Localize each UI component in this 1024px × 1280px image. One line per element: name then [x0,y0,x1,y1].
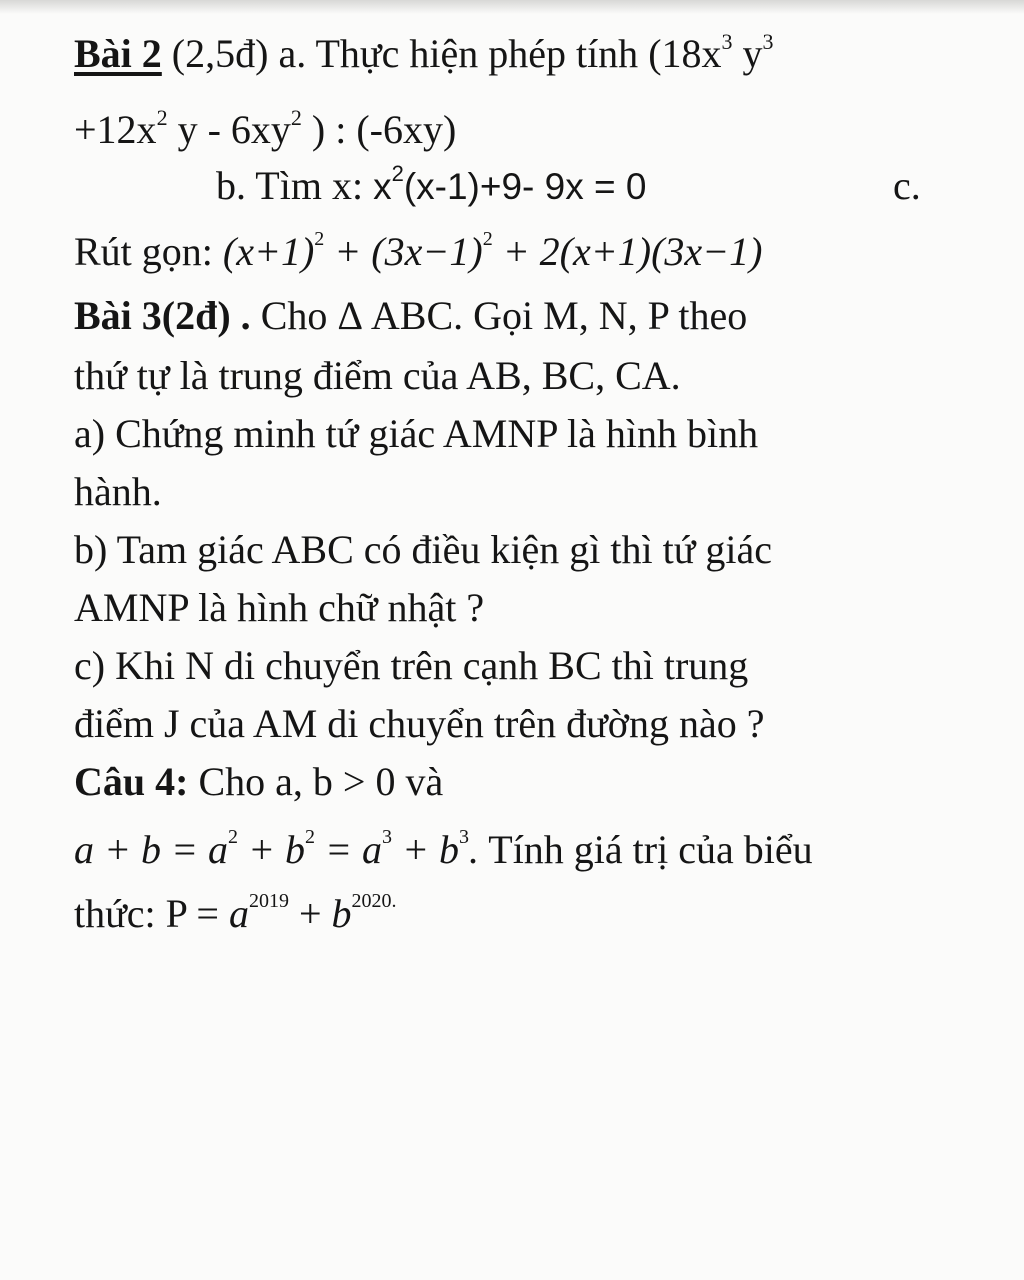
bai2-line-3 [216,162,646,211]
cau4-eq2: + b [237,827,305,872]
cau4-title: Câu 4: [74,759,189,804]
cau4-line-3 [74,890,397,938]
bai3-b-1: b) Tam giác ABC có điều kiện gì thì tứ giác [74,527,773,572]
bai2-b-exp: 2 [391,161,404,186]
bai2-exp-3: 3 [721,29,733,54]
cau4-tail: Tính giá trị của biểu [478,827,813,872]
bai2-b-expr-x: x [373,166,392,207]
bai2-c-text: Rút gọn: [74,229,223,274]
cau4-eq-e1: 2 [227,826,238,848]
bai2-exp-2b: 2 [290,105,302,130]
top-shadow-strip [0,0,1024,14]
cau4-line-2 [74,826,813,874]
bai3-a-1: a) Chứng minh tứ giác AMNP là hình bình [74,411,759,456]
cau4-intro: Cho a, b > 0 và [188,759,444,804]
bai2-expr-a5: ) : (-6xy) [301,107,457,152]
bai2-expr-a1: (18x [648,31,722,76]
cau4-line-1 [74,758,443,806]
bai2-title: Bài 2 [74,31,162,76]
cau4-eq-e4: 3 [458,826,469,848]
bai3-title: Bài 3(2đ) . [74,293,251,338]
cau4-p-b: b [331,891,352,936]
bai2-expr-a3: +12x [74,107,157,152]
bai2-c-exp1: 2 [314,228,325,250]
bai2-exp-2: 2 [156,105,168,130]
bai2-c-exp2: 2 [482,228,493,250]
bai3-line-1 [74,292,747,340]
bai3-intro-1: Cho Δ ABC. Gọi M, N, P theo [250,293,748,338]
cau4-p-e1: 2019 [248,890,289,912]
cau4-eq1: a + b = a [74,827,228,872]
bai2-b-label: b. Tìm x: [216,163,374,208]
bai2-line-2 [74,106,456,154]
bai2-b-expr-rest: (x-1)+9- 9x = 0 [403,166,647,207]
bai2-c-expr2: + (3x−1) [324,229,483,274]
cau4-p-plus: + [288,891,332,936]
cau4-p-e2: 2020. [351,890,397,912]
cau4-eq5: . [468,827,479,872]
bai2-c-expr1: (x+1) [222,229,315,274]
cau4-p-a: a [228,891,249,936]
bai3-a-2: hành. [74,469,162,514]
bai2-line-4 [74,228,762,276]
bai2-c-label: c. [893,163,921,208]
bai2-points: (2,5đ) a. Thực hiện phép tính [161,31,649,76]
bai2-c-expr3: + 2(x+1)(3x−1) [492,229,763,274]
cau4-eq3: = a [314,827,382,872]
bai3-c-2: điểm J của AM di chuyển trên đường nào ? [74,701,765,746]
cau4-p-label: thức: P = [74,891,229,936]
bai3-b-2: AMNP là hình chữ nhật ? [74,585,485,630]
bai2-b-expr [373,161,647,207]
cau4-eq-e2: 2 [304,826,315,848]
bai2-exp-3b: 3 [762,29,774,54]
cau4-eq-e3: 3 [381,826,392,848]
cau4-eq4: + b [391,827,459,872]
bai2-expr-a2: y [732,31,763,76]
bai2-expr-a4: y - 6xy [167,107,291,152]
bai2-line-1 [74,30,774,78]
bai3-intro-2: thứ tự là trung điểm của AB, BC, CA. [74,353,681,398]
bai3-c-1: c) Khi N di chuyển trên cạnh BC thì trung [74,643,749,688]
